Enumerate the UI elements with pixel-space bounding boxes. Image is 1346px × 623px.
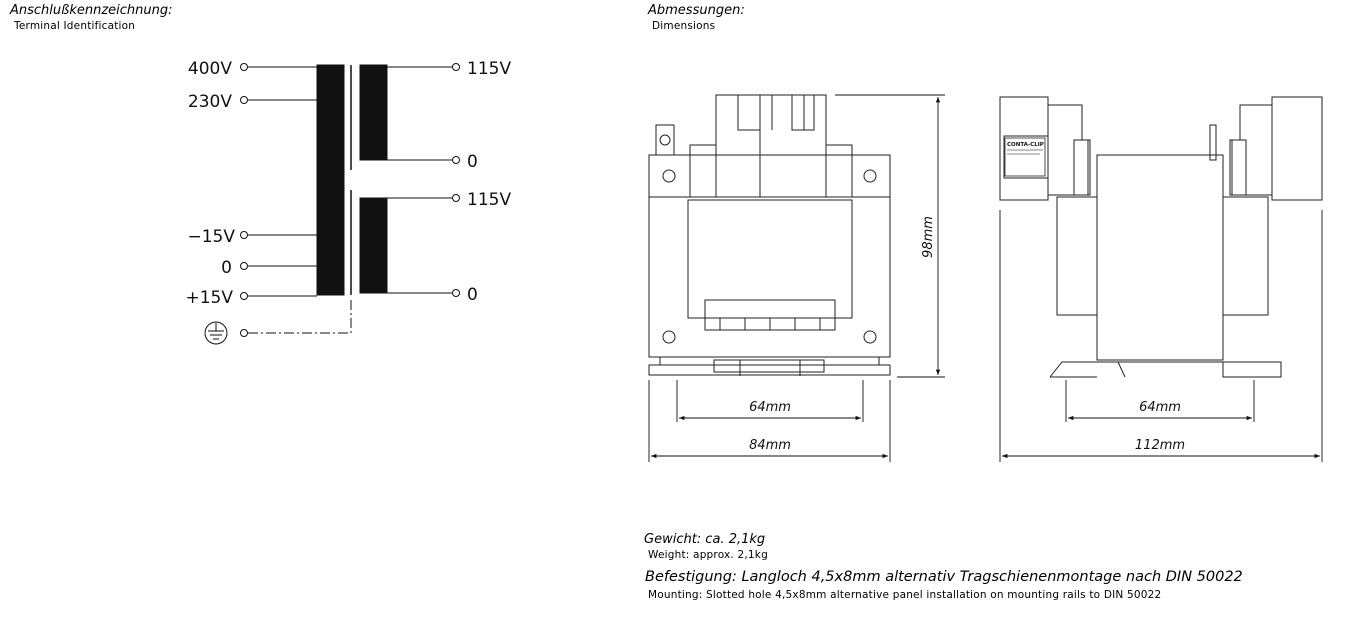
label-400v: 400V (187, 59, 232, 79)
label-0-a: 0 (467, 152, 478, 172)
terminal-minus15v (241, 232, 248, 239)
terminal-0-a (453, 157, 460, 164)
weight-de: Gewicht: ca. 2,1kg (644, 532, 766, 547)
terminal-0-b (453, 290, 460, 297)
weight-en: Weight: approx. 2,1kg (648, 549, 768, 561)
label-0-primary: 0 (221, 258, 232, 278)
terminal-230v (241, 97, 248, 104)
side-view (1000, 97, 1322, 377)
secondary-winding-2 (360, 198, 387, 293)
label-115v-b: 115V (467, 190, 512, 210)
dim-height: 98mm (921, 216, 936, 258)
mounting-de: Befestigung: Langloch 4,5x8mm alternativ Tragschienenmontage nach DIN 50022 (645, 569, 1243, 585)
terminal-400v (241, 64, 248, 71)
earth-ground-icon (205, 322, 227, 344)
label-0-b: 0 (467, 285, 478, 305)
terminal-title-en: Terminal Identification (14, 20, 136, 32)
terminal-0-primary (241, 263, 248, 270)
dimensions-title-de: Abmessungen: (648, 3, 745, 18)
front-view (649, 95, 890, 376)
label-230v: 230V (187, 92, 232, 112)
terminal-115v-b (453, 195, 460, 202)
label-115v-a: 115V (467, 59, 512, 79)
label-minus15v: −15V (187, 227, 235, 247)
mounting-en: Mounting: Slotted hole 4,5x8mm alternative panel installation on mounting rails to DIN 50022 (648, 589, 1162, 601)
dim-side-inner: 64mm (1139, 400, 1181, 415)
terminal-plus15v (241, 293, 248, 300)
terminal-earth (241, 330, 248, 337)
label-plus15v: +15V (185, 288, 233, 308)
terminal-115v-a (453, 64, 460, 71)
terminal-schematic (205, 64, 460, 345)
dim-front-inner: 64mm (749, 400, 791, 415)
primary-winding (317, 65, 344, 295)
conta-clip-label: CONTA-CLIP (1007, 142, 1044, 148)
dim-side-outer: 112mm (1134, 438, 1186, 453)
dimensions-title-en: Dimensions (652, 20, 716, 32)
terminal-title-de: Anschlußkennzeichnung: (10, 3, 173, 18)
dim-front-outer: 84mm (749, 438, 791, 453)
secondary-winding-1 (360, 65, 387, 160)
